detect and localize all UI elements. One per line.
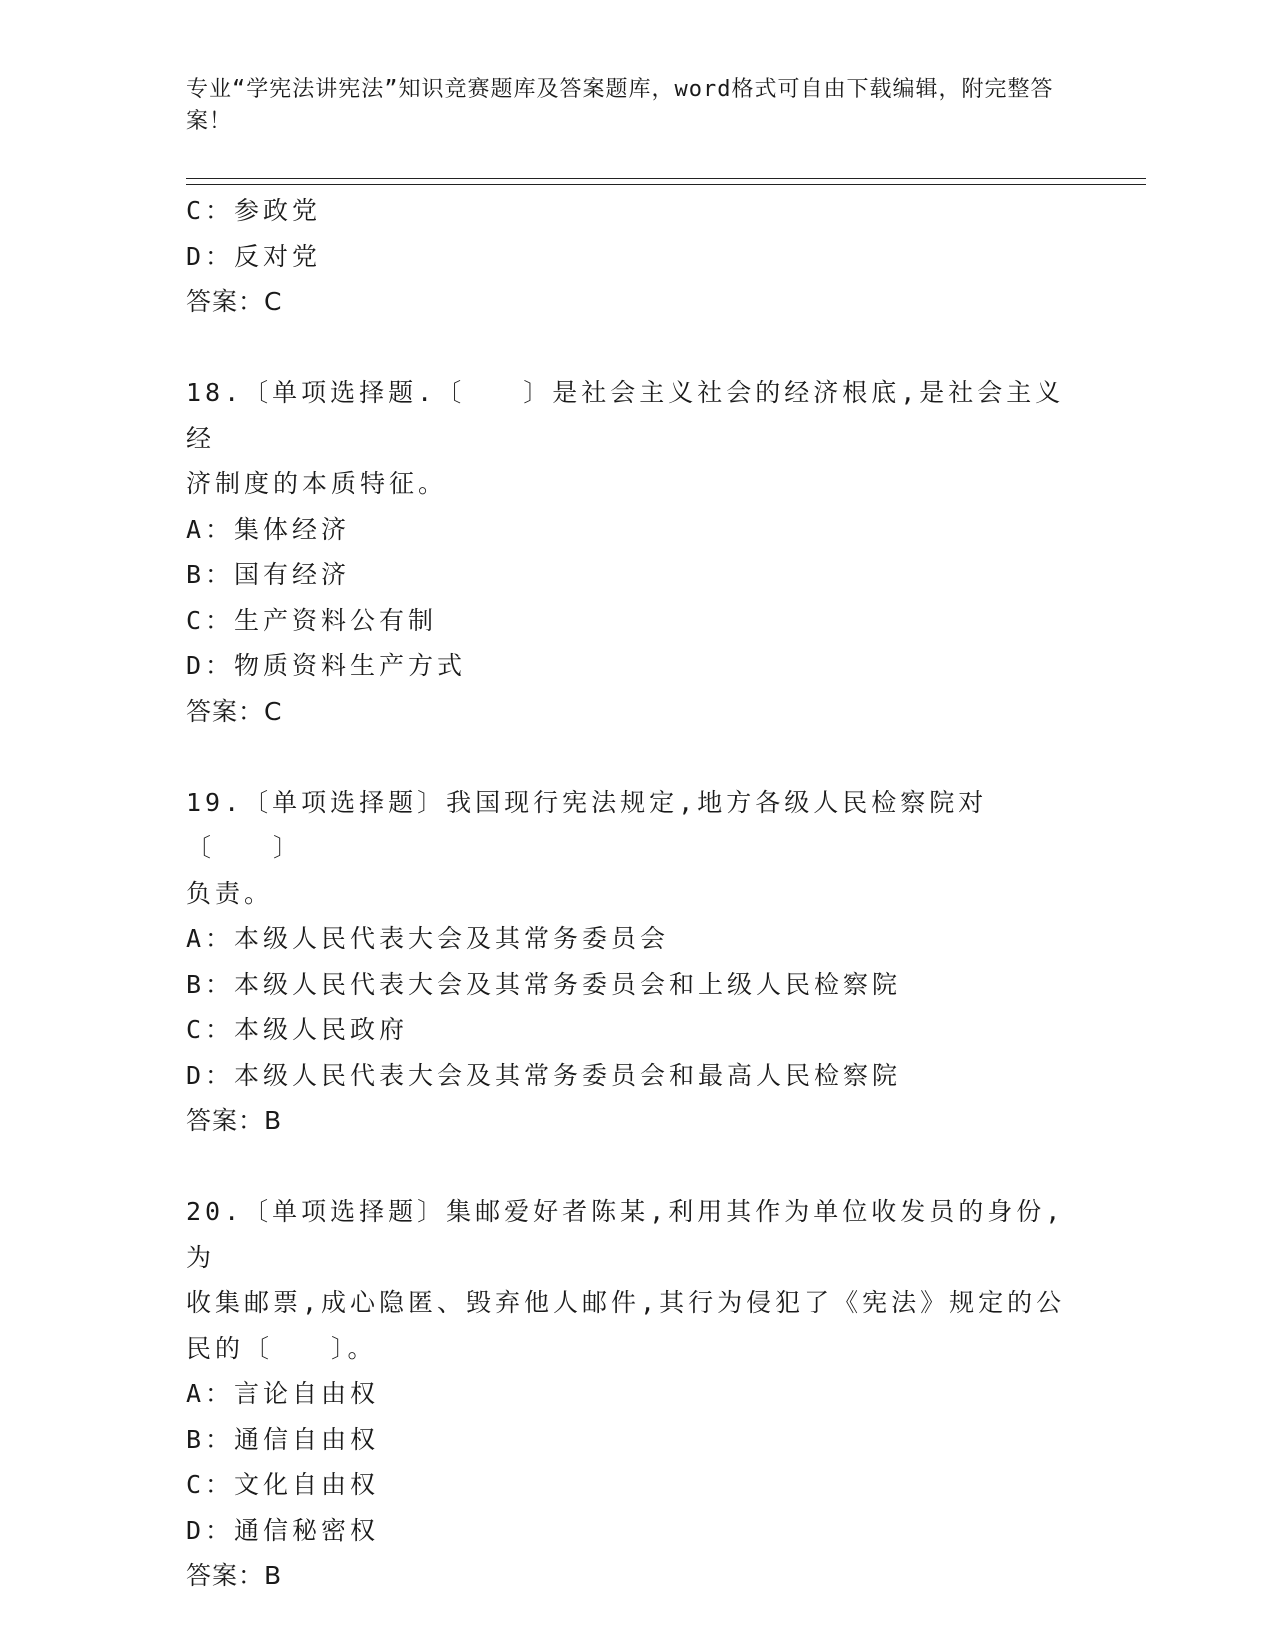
spacer <box>186 325 1086 371</box>
question-20 <box>186 1189 1086 1599</box>
option-b: B：国有经济 <box>186 560 351 589</box>
option-a: A：本级人民代表大会及其常务委员会 <box>186 924 670 953</box>
question-stem-line: 20.〔单项选择题〕集邮爱好者陈某,利用其作为单位收发员的身份,为 <box>186 1197 1065 1272</box>
question-17 <box>186 188 1086 325</box>
option-d: D：通信秘密权 <box>186 1515 380 1545</box>
option-d: D：物质资料生产方式 <box>186 651 467 680</box>
question-19 <box>186 780 1086 1144</box>
answer: 答案：C <box>186 287 283 316</box>
option-c: C：文化自由权 <box>186 1470 380 1499</box>
option-a: A：言论自由权 <box>186 1379 380 1408</box>
question-stem-line: 19.〔单项选择题〕我国现行宪法规定,地方各级人民检察院对〔 〕 <box>186 787 988 862</box>
question-18 <box>186 370 1086 734</box>
spacer <box>186 734 1086 780</box>
option-b: B：通信自由权 <box>186 1424 380 1454</box>
question-stem-line: 18.〔单项选择题.〔 〕是社会主义社会的经济根底,是社会主义经 <box>186 378 1065 453</box>
option-a: A：集体经济 <box>186 514 351 544</box>
question-stem-line: 济制度的本质特征。 <box>186 469 448 498</box>
answer: 答案：C <box>186 696 283 726</box>
option-c: C：本级人民政府 <box>186 1015 409 1044</box>
question-stem-line: 收集邮票,成心隐匿、毁弃他人邮件,其行为侵犯了《宪法》规定的公 <box>186 1288 1066 1317</box>
option-d: D：反对党 <box>186 241 322 271</box>
question-stem-line: 民的〔 〕。 <box>186 1333 377 1363</box>
answer: 答案：B <box>186 1106 283 1135</box>
option-d: D：本级人民代表大会及其常务委员会和最高人民检察院 <box>186 1060 902 1090</box>
answer: 答案：B <box>186 1561 283 1590</box>
option-c: C：生产资料公有制 <box>186 605 438 635</box>
spacer <box>186 1144 1086 1190</box>
option-b: B：本级人民代表大会及其常务委员会和上级人民检察院 <box>186 969 902 999</box>
page-header: 专业“学宪法讲宪法”知识竞赛题库及答案题库，word格式可自由下载编辑，附完整答案！ <box>186 77 1054 134</box>
option-c: C：参政党 <box>186 196 322 225</box>
question-list <box>186 188 1086 1599</box>
question-stem-line: 负责。 <box>186 878 274 908</box>
header-divider <box>186 178 1146 185</box>
